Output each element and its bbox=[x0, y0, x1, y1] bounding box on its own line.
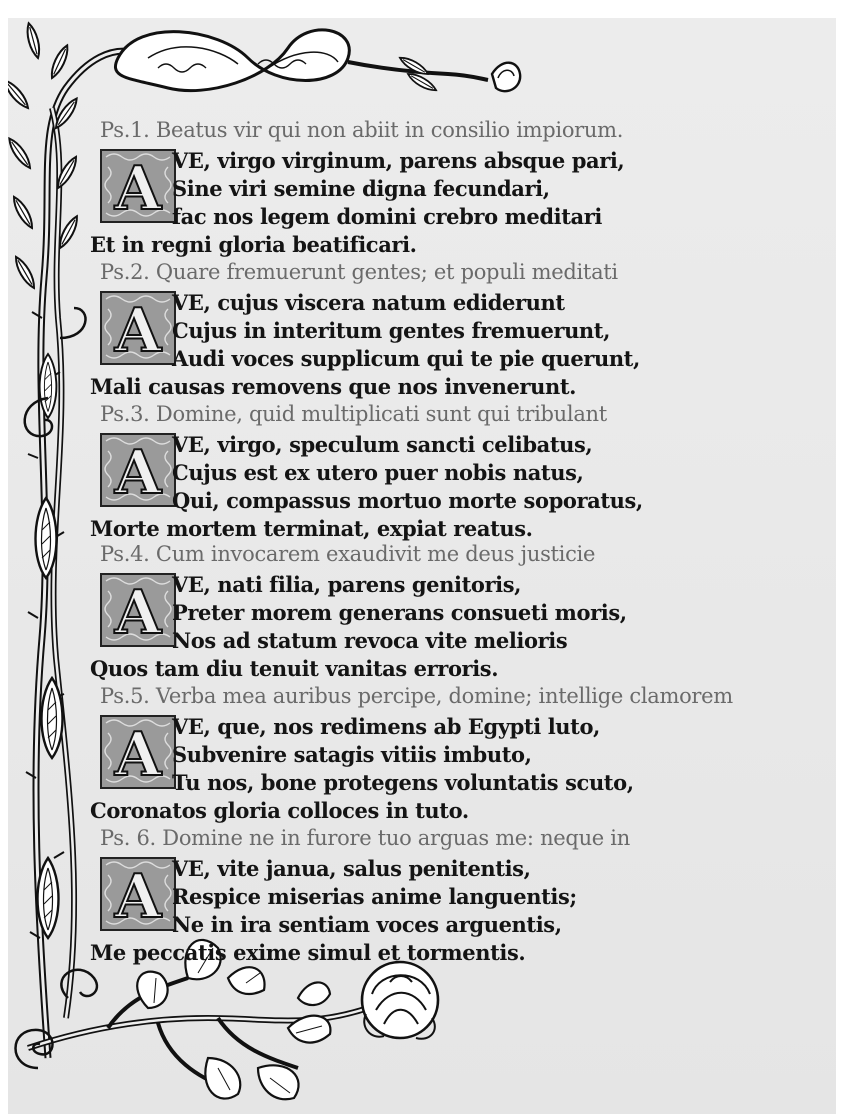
verse-line: Sine viri semine digna fecundari, bbox=[172, 176, 550, 201]
illuminated-initial bbox=[98, 289, 178, 367]
initial-letter: A bbox=[114, 862, 162, 932]
verse-line: Qui, compassus mortuo morte soporatus, bbox=[172, 488, 643, 513]
verse-line: Me peccatis exime simul et tormentis. bbox=[90, 940, 526, 965]
verse-line: VE, que, nos redimens ab Egypti luto, bbox=[172, 714, 600, 739]
psalm-heading: Ps.5. Verba mea auribus percipe, domine; intellige clamorem bbox=[100, 684, 733, 708]
interlace-knot-ornament bbox=[115, 30, 349, 91]
initial-letter: A bbox=[114, 438, 162, 508]
verse-line: Quos tam diu tenuit vanitas erroris. bbox=[90, 656, 499, 681]
verse-line: Coronatos gloria colloces in tuto. bbox=[90, 798, 469, 823]
initial-letter: A bbox=[114, 154, 162, 224]
verse-line: Audi voces supplicum qui te pie querunt, bbox=[172, 346, 640, 371]
verse-line: Nos ad statum revoca vite melioris bbox=[172, 628, 568, 653]
verse-line: Morte mortem terminat, expiat reatus. bbox=[90, 516, 533, 541]
initial-letter: A bbox=[114, 720, 162, 790]
verse-line: fac nos legem domini crebro meditari bbox=[172, 204, 602, 229]
verse-line: VE, nati filia, parens genitoris, bbox=[172, 572, 522, 597]
psalm-heading: Ps.3. Domine, quid multiplicati sunt qui tribulant bbox=[100, 402, 607, 426]
verse-line: Cujus in interitum gentes fremuerunt, bbox=[172, 318, 611, 343]
illuminated-initial bbox=[98, 713, 178, 791]
verse-line: Tu nos, bone protegens voluntatis scuto, bbox=[172, 770, 634, 795]
psalm-heading: Ps. 6. Domine ne in furore tuo arguas me: neque in bbox=[100, 826, 630, 850]
rose-ornament bbox=[362, 962, 438, 1039]
initial-letter: A bbox=[114, 296, 162, 366]
verse-line: Respice miserias anime languentis; bbox=[172, 884, 577, 909]
psalm-heading: Ps.2. Quare fremuerunt gentes; et populi meditati bbox=[100, 260, 618, 284]
illuminated-initial bbox=[98, 571, 178, 649]
psalm-heading: Ps.4. Cum invocarem exaudivit me deus justicie bbox=[100, 542, 596, 566]
verse-line: Et in regni gloria beatificari. bbox=[90, 232, 417, 257]
rose-ornament bbox=[492, 63, 520, 91]
manuscript-page bbox=[8, 18, 836, 1114]
verse-line: Cujus est ex utero puer nobis natus, bbox=[172, 460, 584, 485]
verse-line: VE, vite janua, salus penitentis, bbox=[172, 856, 531, 881]
verse-line: Mali causas removens que nos invenerunt. bbox=[90, 374, 577, 399]
verse-line: Preter morem generans consueti moris, bbox=[172, 600, 627, 625]
illuminated-initial bbox=[98, 431, 178, 509]
verse-line: VE, cujus viscera natum ediderunt bbox=[172, 290, 565, 315]
psalm-heading: Ps.1. Beatus vir qui non abiit in consilio impiorum. bbox=[100, 118, 624, 142]
verse-line: Subvenire satagis vitiis imbuto, bbox=[172, 742, 532, 767]
initial-letter: A bbox=[114, 578, 162, 648]
illuminated-initial bbox=[98, 855, 178, 933]
verse-line: VE, virgo virginum, parens absque pari, bbox=[172, 148, 625, 173]
verse-line: Ne in ira sentiam voces arguentis, bbox=[172, 912, 562, 937]
verse-line: VE, virgo, speculum sancti celibatus, bbox=[172, 432, 593, 457]
illuminated-initial bbox=[98, 147, 178, 225]
